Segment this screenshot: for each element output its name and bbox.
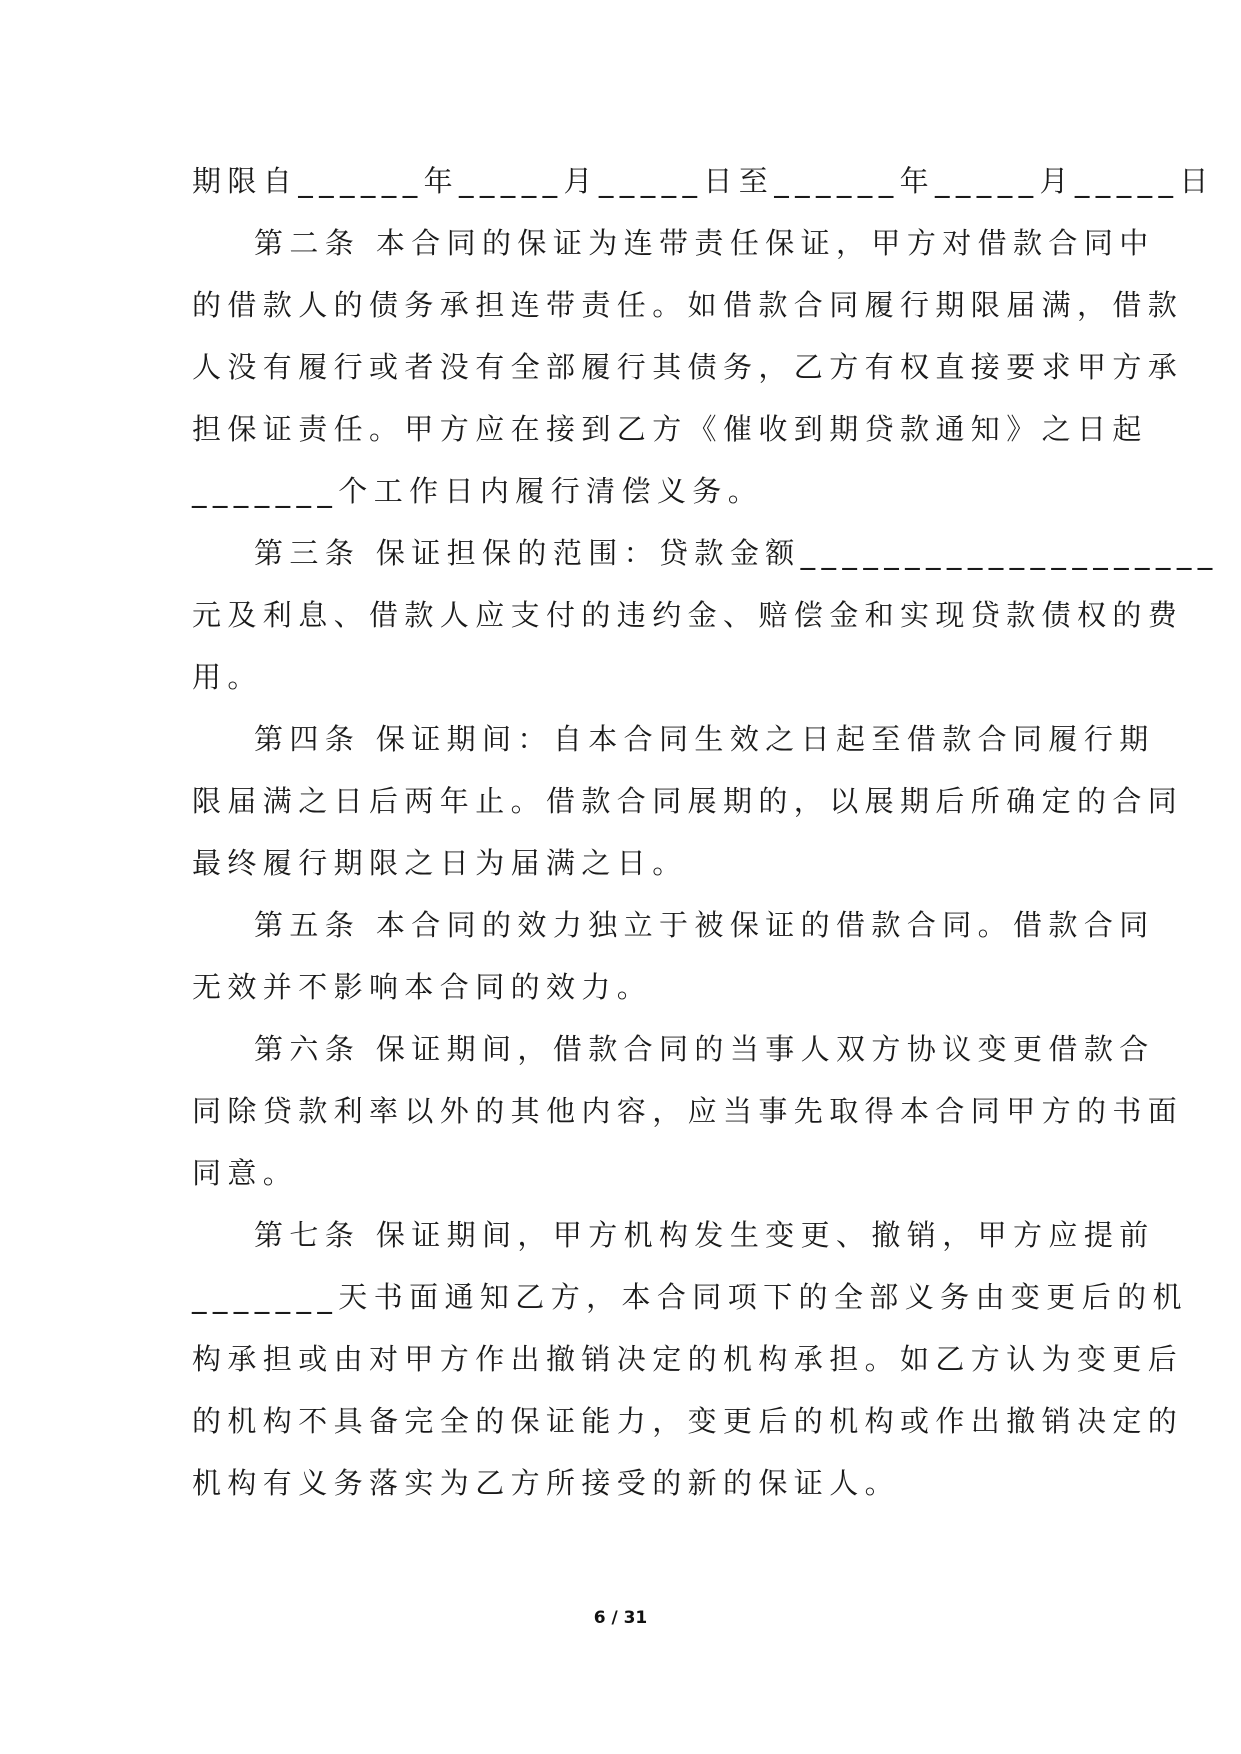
clause-5-first-line: 第五条 本合同的效力独立于被保证的借款合同。借款合同 [254, 908, 1155, 942]
clause-4-first-line: 第四条 保证期间：自本合同生效之日起至借款合同履行期 [254, 722, 1155, 756]
clause-2-first-line: 第二条 本合同的保证为连带责任保证，甲方对借款合同中 [254, 226, 1155, 260]
clause-7-first-line: 第七条 保证期间，甲方机构发生变更、撤销，甲方应提前 [254, 1218, 1155, 1252]
text-line: 的借款人的债务承担连带责任。如借款合同履行期限届满，借款 [192, 288, 1184, 322]
text-line: 无效并不影响本合同的效力。 [192, 970, 653, 1004]
page-number: 6 / 31 [593, 1608, 648, 1628]
text-line: 构承担或由对甲方作出撤销决定的机构承担。如乙方认为变更后 [192, 1342, 1184, 1376]
text-line: 元及利息、借款人应支付的违约金、赔偿金和实现贷款债权的费 [192, 598, 1184, 632]
clause-6-first-line: 第六条 保证期间，借款合同的当事人双方协议变更借款合 [254, 1032, 1155, 1066]
text-line: _______个工作日内履行清偿义务。 [192, 474, 764, 508]
text-line: 同除贷款利率以外的其他内容，应当事先取得本合同甲方的书面 [192, 1094, 1184, 1128]
text-line: 限届满之日后两年止。借款合同展期的，以展期后所确定的合同 [192, 784, 1184, 818]
text-line: 机构有义务落实为乙方所接受的新的保证人。 [192, 1466, 901, 1500]
text-line: 担保证责任。甲方应在接到乙方《催收到期贷款通知》之日起 [192, 412, 1148, 446]
text-line: 人没有履行或者没有全部履行其债务，乙方有权直接要求甲方承 [192, 350, 1184, 384]
text-line: 用。 [192, 660, 263, 694]
text-line: 最终履行期限之日为届满之日。 [192, 846, 688, 880]
clause-3-first-line: 第三条 保证担保的范围：贷款金额____________________ [254, 536, 1219, 570]
text-line: _______天书面通知乙方，本合同项下的全部义务由变更后的机 [192, 1280, 1188, 1314]
document-body [192, 150, 1219, 1514]
text-line: 的机构不具备完全的保证能力，变更后的机构或作出撤销决定的 [192, 1404, 1184, 1438]
text-line: 同意。 [192, 1156, 299, 1190]
text-line: 期限自______年_____月_____日至______年_____月_____日 [192, 164, 1215, 198]
